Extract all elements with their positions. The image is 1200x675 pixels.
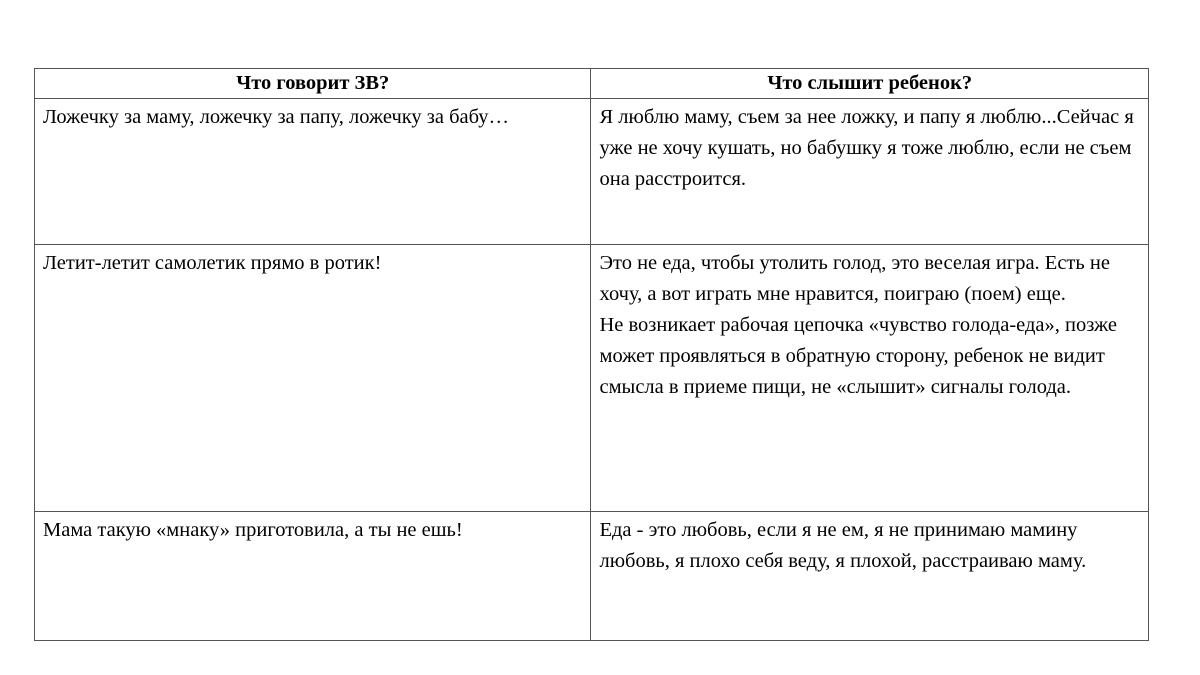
child-hears-paragraph: Это не еда, чтобы утолить голод, это веселая игра. Есть не хочу, а вот играть мне нравится, поиграю (поем) еще. [599,252,1110,305]
header-row [35,69,1149,99]
child-hears-paragraph: Я люблю маму, съем за нее ложку, и папу я люблю...Сейчас я уже не хочу кушать, но бабушку я тоже люблю, если не съем она расстроится. [599,106,1134,190]
child-hears-explanation: Не возникает рабочая цепочка «чувство голода-еда», позже может проявляться в обратную сторону, ребенок не видит смысла в приеме пищи, не «слышит» сигналы голода. [599,314,1117,398]
child-hears-cell [591,512,1149,641]
adult-phrase-cell: Летит-летит самолетик прямо в ротик! [35,245,591,512]
table-row [35,245,1149,512]
comparison-table [34,68,1149,641]
header-what-adult-says: Что говорит ЗВ? [35,69,591,99]
child-hears-cell [591,99,1149,245]
table-header [35,69,1149,99]
adult-phrase-cell: Ложечку за маму, ложечку за папу, ложечку за бабу… [35,99,591,245]
header-what-child-hears: Что слышит ребенок? [591,69,1149,99]
child-hears-cell [591,245,1149,512]
adult-phrase-cell: Мама такую «мнаку» приготовила, а ты не ешь! [35,512,591,641]
child-hears-paragraph: Еда - это любовь, если я не ем, я не принимаю мамину любовь, я плохо себя веду, я плохой, расстраиваю маму. [599,519,1087,572]
table-body [35,99,1149,641]
table-row [35,512,1149,641]
table-row [35,99,1149,245]
